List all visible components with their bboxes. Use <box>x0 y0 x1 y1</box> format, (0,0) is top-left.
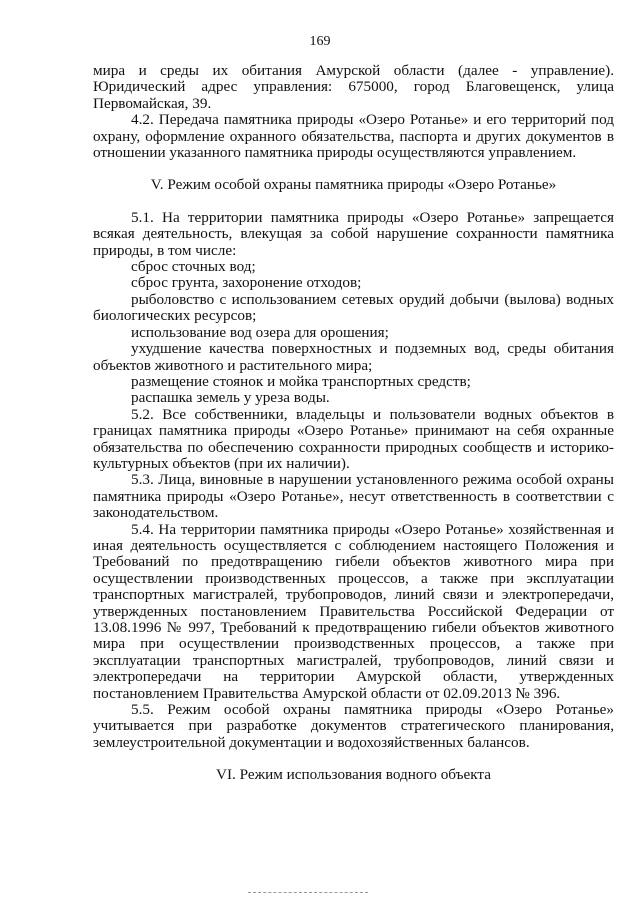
spacer <box>93 161 614 177</box>
section-heading: V. Режим особой охраны памятника природы «Озеро Ротанье» <box>150 176 557 194</box>
paragraph: размещение стоянок и мойка транспортных средств; <box>131 372 471 390</box>
paragraph: 5.4. На территории памятника природы «Озеро Ротанье» хозяйственная и иная деятельность осуществляется с соблюдением настоящего Положения и Требований по предотвращению гибели объектов животного мира при осуществлении производственных процессов, а также при эксплуатации транспортных магистралей, трубопроводов, линий связи и электропередачи, утвержденных постановлением Правительства Российской Федерации от 13.08.1996 № 997, Требований к предотвращению гибели объектов животного мира при осуществлении производственных процессов, а также при эксплуатации транспортных магистралей, трубопроводов, линий связи и электропередачи на территории Амурской области, утвержденных постановлением Правительства Амурской области от 02.09.2013 № 396. <box>93 520 614 702</box>
paragraph: сброс сточных вод; <box>131 258 256 276</box>
section-heading: VI. Режим использования водного объекта <box>216 766 491 784</box>
spacer <box>93 751 614 767</box>
paragraph: ухудшение качества поверхностных и подземных вод, среды обитания объектов животного и растительного мира; <box>93 340 614 374</box>
page-number: 169 <box>309 34 331 49</box>
paragraph: рыболовство с использованием сетевых орудий добычи (вылова) водных биологических ресурсов; <box>93 290 614 325</box>
paragraph: 4.2. Передача памятника природы «Озеро Ротанье» и его территорий под охрану, оформление охранного обязательства, паспорта и других документов в отношении указанного памятника природы осуществляются управлением. <box>93 111 614 162</box>
scan-artifact-line <box>248 892 368 894</box>
paragraph: 5.5. Режим особой охраны памятника природы «Озеро Ротанье» учитывается при разработке документов стратегического планирования, землеустроительной документации и водохозяйственных балансов. <box>93 701 614 751</box>
paragraph: мира и среды их обитания Амурской области (далее - управление). Юридический адрес управления: 675000, город Благовещенск, улица Первомайская, 39. <box>93 62 614 112</box>
paragraph: сброс грунта, захоронение отходов; <box>131 274 362 292</box>
paragraph: 5.3. Лица, виновные в нарушении установленного режима особой охраны памятника природы «Озеро Ротанье», несут ответственность в соответствии с законодательством. <box>93 471 614 522</box>
paragraph: распашка земель у уреза воды. <box>131 389 330 407</box>
paragraph: 5.1. На территории памятника природы «Озеро Ротанье» запрещается всякая деятельность, влекущая за собой нарушение сохранности памятника природы, в том числе: <box>93 208 614 259</box>
document-body <box>93 63 614 784</box>
paragraph: использование вод озера для орошения; <box>131 323 389 341</box>
spacer <box>93 194 614 210</box>
paragraph: 5.2. Все собственники, владельцы и пользователи водных объектов в границах памятника природы «Озеро Ротанье» принимают на себя охранные обязательства по обеспечению сохранности природных сообществ и историко-культурных объектов (при их наличии). <box>93 405 614 472</box>
